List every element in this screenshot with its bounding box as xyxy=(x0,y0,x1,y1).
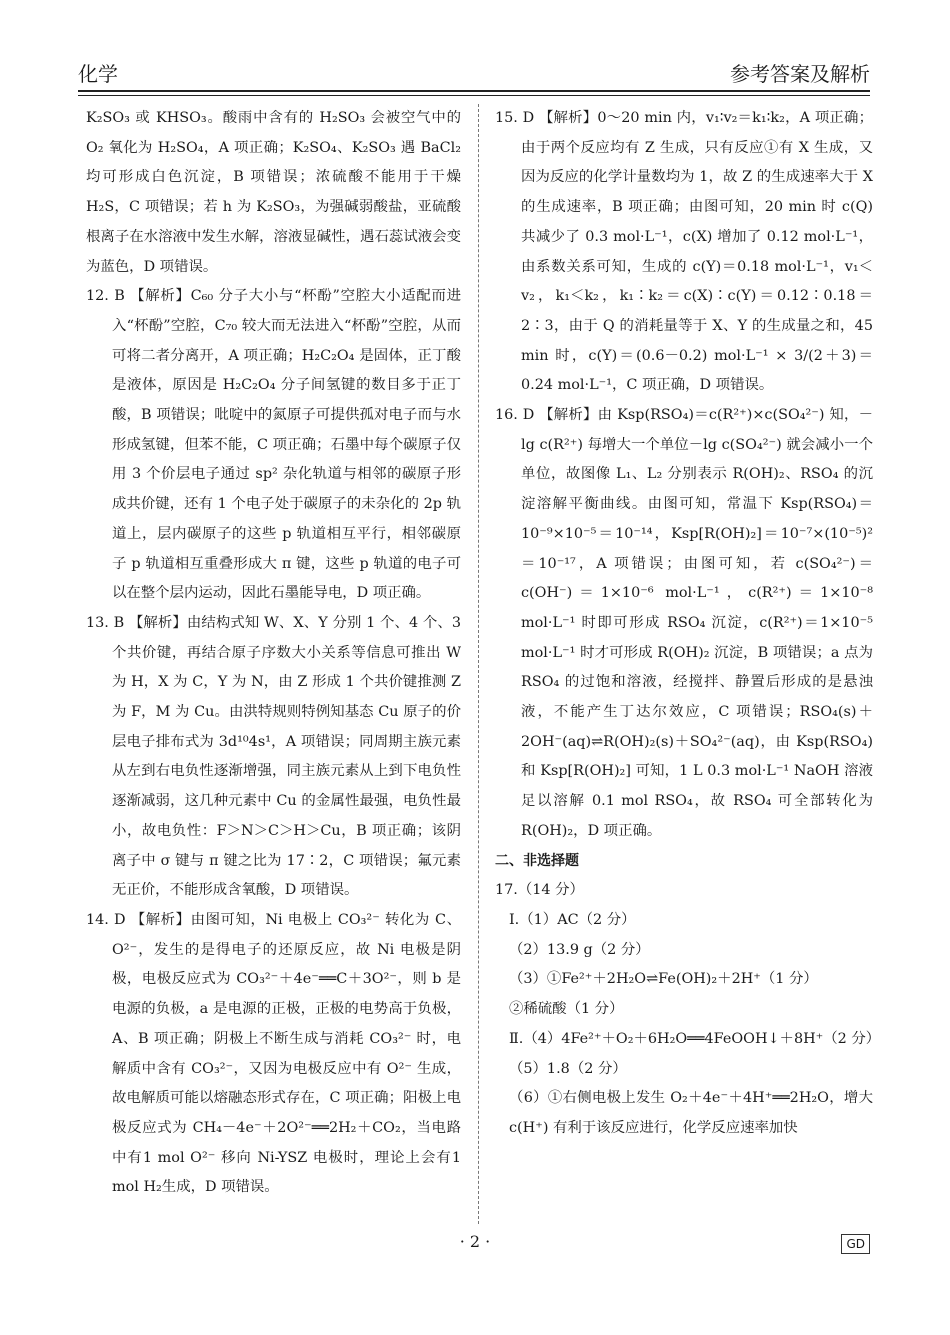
subject-label: 化学 xyxy=(78,62,118,86)
answer-15: 15. D 【解析】0～20 min 内，v₁∶v₂＝k₁∶k₂，A 项正确；由于两个反应均有 Z 生成，只有反应①有 X 生成，又因为反应的化学计量数均为 1，故 Z 的生成速率大于 X 的生成速率，B 项正确；由图可知，20 min 时 c(Q) 共减少了 0.3 mol·L⁻¹，c(X) 增加了 0.12 mol·L⁻¹，由系数关系可知，生成的 c(Y)＝0.18 mol·L⁻¹，v₁＜v₂，k₁＜k₂，k₁∶k₂＝c(X)∶c(Y)＝0.12∶0.18＝2∶3，由于 Q 的消耗量等于 X、Y 的生成量之和，45 min 时，c(Y)＝(0.6－0.2) mol·L⁻¹ × 3/(2＋3)＝0.24 mol·L⁻¹，C 项正确，D 项错误。 xyxy=(495,110,873,394)
continuation-paragraph: K₂SO₃ 或 KHSO₃。酸雨中含有的 H₂SO₃ 会被空气中的 O₂ 氧化为 H₂SO₄，A 项正确；K₂SO₄、K₂SO₃ 遇 BaCl₂ 均可形成白色沉淀，B 项错误；浓硫酸不能用于干燥 H₂S，C 项错误；若 h 为 K₂SO₃，为强碱弱酸盐，亚硫酸根离子在水溶液中发生水解，溶液显碱性，遇石蕊试液会变为蓝色，D 项错误。 xyxy=(86,110,461,275)
answer-17-line: （5）1.8（2 分） xyxy=(509,1060,627,1077)
answer-17-line: （6）①右侧电极上发生 O₂＋4e⁻＋4H⁺══2H₂O，增大 c(H⁺) 有利于该反应进行，化学反应速率加快 xyxy=(509,1090,873,1136)
column-divider xyxy=(478,104,479,1224)
page-header xyxy=(78,58,870,92)
right-column xyxy=(495,104,881,1144)
answer-13: 13. B 【解析】由结构式知 W、X、Y 分别 1 个、4 个、3 个共价键，再结合原子序数大小关系等信息可推出 W 为 H，X 为 C，Y 为 N，由 Z 形成 1 个共价键推测 Z 为 F，M 为 Cu。由洪特规则特例知基态 Cu 原子的价层电子排布式为 3d¹⁰4s¹，A 项错误；同周期主族元素从左到右电负性逐渐增强，同主族元素从上到下电负性逐渐减弱，这几种元素中 Cu 的金属性最强，电负性最小，故电负性：F＞N＞C＞H＞Cu，B 项正确；该阴离子中 σ 键与 π 键之比为 17∶2，C 项错误；氟元素无正价，不能形成含氧酸，D 项错误。 xyxy=(86,614,461,899)
answer-16: 16. D 【解析】由 Ksp(RSO₄)＝c(R²⁺)×c(SO₄²⁻) 知，－lg c(R²⁺) 每增大一个单位－lg c(SO₄²⁻) 就会减小一个单位，故图像 L₁、L₂ 分别表示 R(OH)₂、RSO₄ 的沉淀溶解平衡曲线。由图可知，常温下 Ksp(RSO₄)＝10⁻⁹×10⁻⁵＝10⁻¹⁴，Ksp[R(OH)₂]＝10⁻⁷×(10⁻⁵)²＝10⁻¹⁷，A 项错误；由图可知，若 c(SO₄²⁻)＝c(OH⁻)＝1×10⁻⁶ mol·L⁻¹，c(R²⁺)＝1×10⁻⁸ mol·L⁻¹ 时即可形成 RSO₄ 沉淀，c(R²⁺)＝1×10⁻⁵ mol·L⁻¹ 时才可形成 R(OH)₂ 沉淀，B 项错误；a 点为 RSO₄ 的过饱和溶液，经搅拌、静置后形成的是悬浊液，不能产生丁达尔效应，C 项错误；RSO₄(s)＋2OH⁻(aq)⇌R(OH)₂(s)＋SO₄²⁻(aq)，由 Ksp(RSO₄) 和 Ksp[R(OH)₂] 可知，1 L 0.3 mol·L⁻¹ NaOH 溶液足以溶解 0.1 mol RSO₄，故 RSO₄ 可全部转化为 R(OH)₂，D 项正确。 xyxy=(495,407,873,839)
answer-17-line: （3）①Fe²⁺＋2H₂O⇌Fe(OH)₂＋2H⁺（1 分） xyxy=(509,971,818,988)
header-rule-thick xyxy=(78,90,870,92)
page-number: · 2 · xyxy=(459,1232,491,1251)
answer-17-heading: 17.（14 分） xyxy=(495,882,584,899)
answer-17-line: Ⅱ.（4）4Fe²⁺＋O₂＋6H₂O══4FeOOH↓＋8H⁺（2 分） xyxy=(509,1030,881,1047)
answer-17-line: （2）13.9 g（2 分） xyxy=(509,941,650,958)
answer-17-line: Ⅰ.（1）AC（2 分） xyxy=(509,911,636,928)
answer-17-line: ②稀硫酸（1 分） xyxy=(509,1001,624,1018)
answer-12: 12. B 【解析】C₆₀ 分子大小与“杯酚”空腔大小适配而进入“杯酚”空腔，C₇₀ 较大而无法进入“杯酚”空腔，从而可将二者分离开，A 项正确；H₂C₂O₄ 是固体，正丁酸是液体，原因是 H₂C₂O₄ 分子间氢键的数目多于正丁酸，B 项错误；吡啶中的氮原子可提供孤对电子而与水形成氢键，但苯不能，C 项正确；石墨中每个碳原子仅用 3 个价层电子通过 sp² 杂化轨道与相邻的碳原子形成共价键，还有 1 个电子处于碳原子的未杂化的 2p 轨道上，层内碳原子的这些 p 轨道相互平行，相邻碳原子 p 轨道相互重叠形成大 π 键，这些 p 轨道的电子可以在整个层内运动，因此石墨能导电，D 项正确。 xyxy=(86,288,461,602)
region-mark: GD xyxy=(841,1234,870,1254)
answer-14: 14. D 【解析】由图可知，Ni 电极上 CO₃²⁻ 转化为 C、O²⁻，发生的是得电子的还原反应，故 Ni 电极是阴极，电极反应式为 CO₃²⁻＋4e⁻══C＋3O²⁻，则 b 是电源的负极，a 是电源的正极，正极的电势高于负极，A、B 项正确；阴极上不断生成与消耗 CO₃²⁻ 时，电解质中含有 CO₃²⁻，又因为电极反应中有 O²⁻ 生成，故电解质可能以熔融态形式存在，C 项正确；阳极上电极反应式为 CH₄－4e⁻＋2O²⁻══2H₂＋CO₂，当电路中有1 mol O²⁻ 移向 Ni-YSZ 电极时，理论上会有1 mol H₂生成，D 项错误。 xyxy=(86,911,461,1196)
header-rule-thin xyxy=(78,95,870,96)
left-column xyxy=(86,104,461,1203)
document-title: 参考答案及解析 xyxy=(730,62,870,86)
section-heading: 二、非选择题 xyxy=(495,852,579,869)
